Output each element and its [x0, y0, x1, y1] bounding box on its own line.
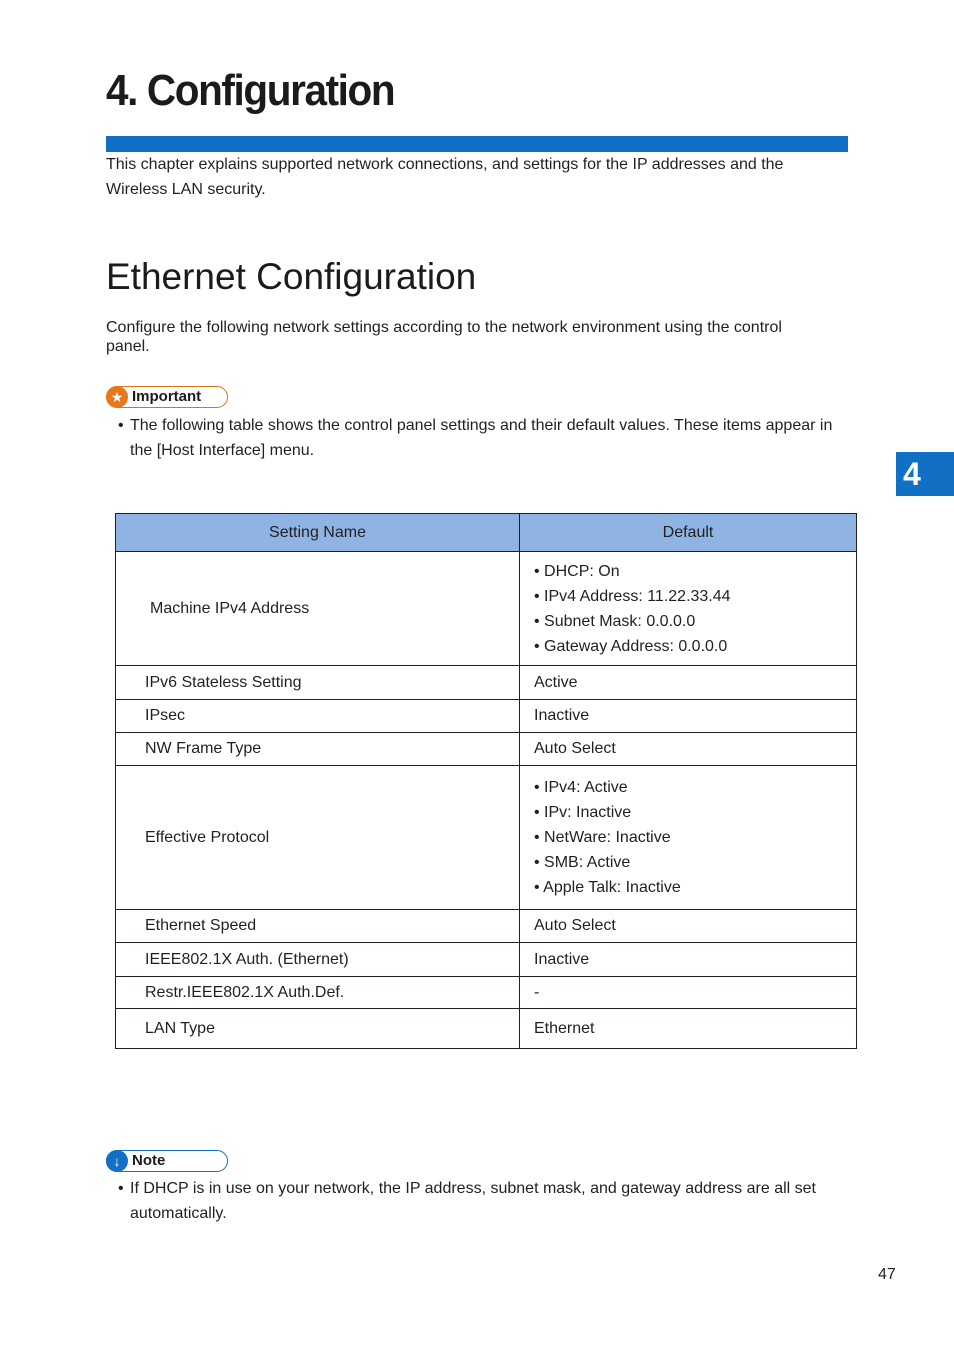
list-item: • Apple Talk: Inactive	[534, 875, 856, 900]
table-row	[116, 1009, 857, 1049]
setting-default: Auto Select	[520, 910, 857, 943]
list-item: • IPv4 Address: 11.22.33.44	[534, 584, 856, 609]
setting-default: Inactive	[520, 700, 857, 733]
important-bullet-text: The following table shows the control panel settings and their default values. These items appear in the [Host Interface] menu.	[130, 417, 833, 459]
setting-default: -	[520, 977, 857, 1009]
chapter-tab	[896, 452, 954, 496]
default-list	[534, 775, 856, 900]
column-header-default: Default	[520, 514, 857, 552]
chapter-intro: This chapter explains supported network connections, and settings for the IP addresses and the Wireless LAN security.	[106, 156, 784, 198]
setting-name: IPsec	[116, 700, 520, 733]
settings-table	[115, 513, 857, 1049]
list-item: • NetWare: Inactive	[534, 825, 856, 850]
important-label: Important	[132, 388, 202, 405]
setting-default: Inactive	[520, 943, 857, 977]
setting-default: Active	[520, 666, 857, 700]
list-item: • SMB: Active	[534, 850, 856, 875]
setting-default	[520, 552, 857, 666]
table-row	[116, 733, 857, 766]
section-title: Ethernet Configuration	[106, 256, 477, 297]
setting-name: Machine IPv4 Address	[116, 552, 520, 666]
setting-name: Effective Protocol	[116, 766, 520, 910]
setting-default: Ethernet	[520, 1009, 857, 1049]
star-icon: ★	[106, 386, 128, 408]
setting-name: IEEE802.1X Auth. (Ethernet)	[116, 943, 520, 977]
chapter-tab-number: 4	[903, 456, 921, 492]
note-bullet	[118, 1176, 838, 1226]
list-item: • DHCP: On	[534, 559, 856, 584]
important-bullet	[118, 413, 848, 463]
setting-name: LAN Type	[116, 1009, 520, 1049]
title-underline-bar	[106, 136, 848, 152]
note-label: Note	[132, 1152, 166, 1169]
setting-name: IPv6 Stateless Setting	[116, 666, 520, 700]
table-row	[116, 666, 857, 700]
page-number: 47	[878, 1266, 896, 1283]
chapter-title: 4. Configuration	[106, 66, 395, 115]
table-row	[116, 977, 857, 1009]
table-row	[116, 766, 857, 910]
setting-default: Auto Select	[520, 733, 857, 766]
table-row	[116, 552, 857, 666]
setting-name: Restr.IEEE802.1X Auth.Def.	[116, 977, 520, 1009]
note-bullet-text: If DHCP is in use on your network, the IP address, subnet mask, and gateway address are all set automatically.	[130, 1180, 816, 1222]
list-item: • Subnet Mask: 0.0.0.0	[534, 609, 856, 634]
important-badge	[106, 386, 228, 408]
default-list	[534, 559, 856, 659]
bullet-dot: •	[118, 1180, 124, 1197]
table-row	[116, 910, 857, 943]
section-description: Configure the following network settings according to the network environment using the control panel.	[106, 319, 782, 355]
table-header-row	[116, 514, 857, 552]
list-item: • IPv: Inactive	[534, 800, 856, 825]
setting-name: NW Frame Type	[116, 733, 520, 766]
list-item: • Gateway Address: 0.0.0.0	[534, 634, 856, 659]
note-badge	[106, 1150, 228, 1172]
setting-default	[520, 766, 857, 910]
bullet-dot: •	[118, 417, 124, 434]
table-row	[116, 700, 857, 733]
table-row	[116, 943, 857, 977]
column-header-setting-name: Setting Name	[116, 514, 520, 552]
list-item: • IPv4: Active	[534, 775, 856, 800]
down-arrow-icon: ↓	[106, 1150, 128, 1172]
setting-name: Ethernet Speed	[116, 910, 520, 943]
